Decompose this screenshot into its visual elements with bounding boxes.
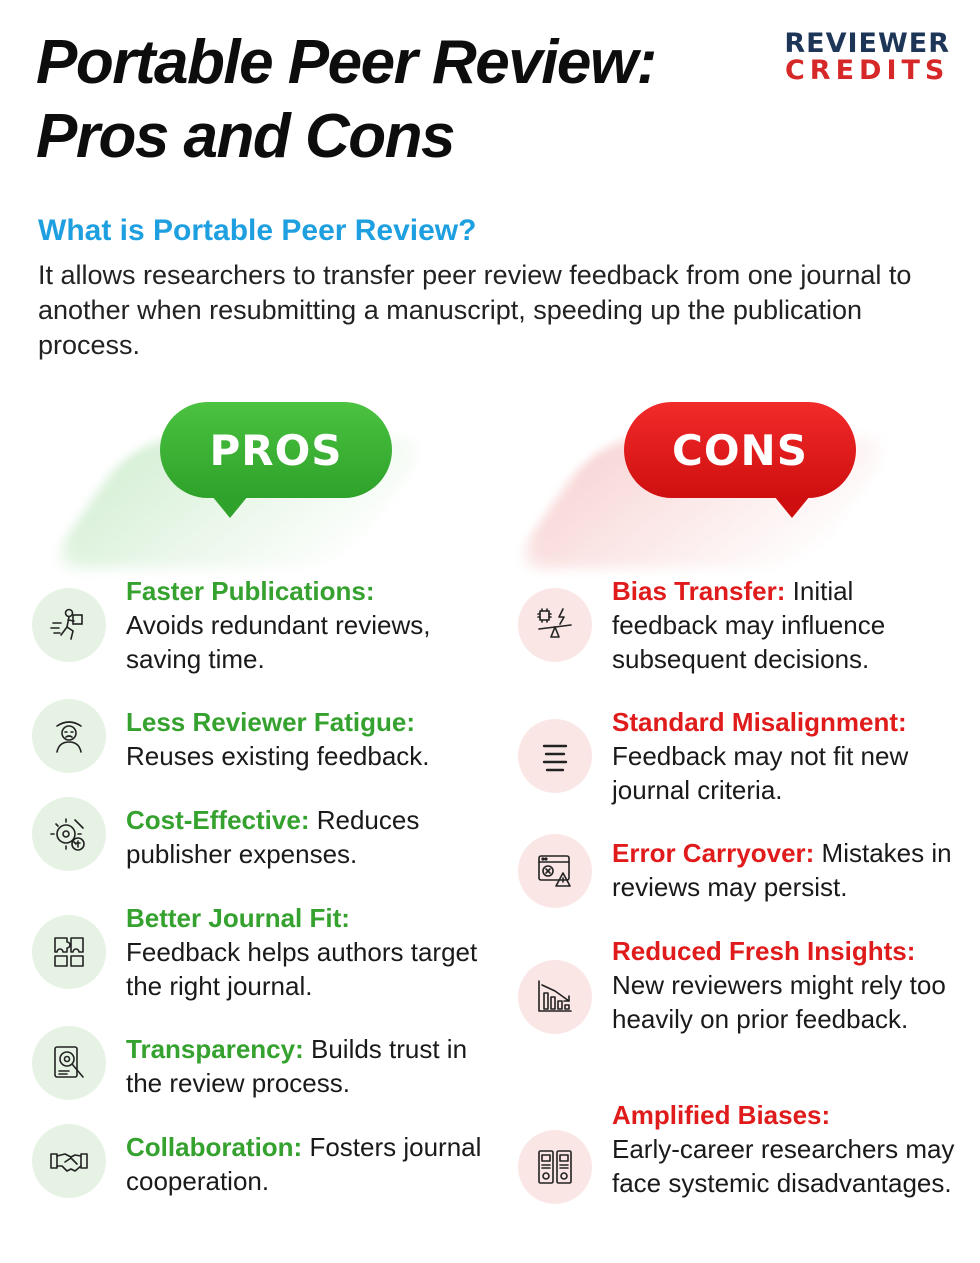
con-text: Feedback may not fit new journal criteria. xyxy=(612,741,909,805)
pro-text: Reuses existing feedback. xyxy=(126,741,430,771)
intro-heading: What is Portable Peer Review? xyxy=(38,214,477,247)
logo-line-2: CREDITS xyxy=(784,55,950,86)
cons-badge xyxy=(614,398,854,568)
pro-text: Feedback helps authors target the right journal. xyxy=(126,937,478,1001)
document-magnifier-icon xyxy=(32,1026,106,1100)
puzzle-icon xyxy=(32,915,106,989)
delivery-runner-icon xyxy=(32,588,106,662)
pro-label: Faster Publications: xyxy=(126,576,375,606)
brand-logo xyxy=(784,30,950,84)
browser-error-icon xyxy=(518,834,592,908)
comparison-icon xyxy=(518,1130,592,1204)
pros-badge xyxy=(150,398,390,568)
pro-label: Transparency: xyxy=(126,1034,304,1064)
cost-gear-icon xyxy=(32,797,106,871)
logo-line-1: REVIEWER xyxy=(784,28,950,59)
pro-text: Avoids redundant reviews, saving time. xyxy=(126,610,431,674)
declining-chart-icon xyxy=(518,960,592,1034)
pro-text: Reduces publisher expenses. xyxy=(126,805,420,869)
con-label: Standard Misalignment: xyxy=(612,707,907,737)
handshake-icon xyxy=(32,1124,106,1198)
pro-text: Builds trust in the review process. xyxy=(126,1034,468,1098)
pro-label: Better Journal Fit: xyxy=(126,903,350,933)
tired-person-icon xyxy=(32,699,106,773)
cons-badge-label: CONS xyxy=(624,402,856,498)
con-text: New reviewers might rely too heavily on prior feedback. xyxy=(612,970,946,1034)
con-text: Early-career researchers may face systemic disadvantages. xyxy=(612,1134,955,1198)
con-text: Initial feedback may influence subsequent decisions. xyxy=(612,576,886,674)
pro-label: Less Reviewer Fatigue: xyxy=(126,707,415,737)
title-line-2: Pros and Cons xyxy=(36,102,455,171)
misaligned-lines-icon xyxy=(518,719,592,793)
pro-label: Cost-Effective: xyxy=(126,805,310,835)
con-label: Bias Transfer: xyxy=(612,576,786,606)
con-label: Error Carryover: xyxy=(612,838,815,868)
unbalanced-scale-icon xyxy=(518,588,592,662)
con-label: Reduced Fresh Insights: xyxy=(612,936,916,966)
pro-text: Fosters journal cooperation. xyxy=(126,1132,482,1196)
con-text: Mistakes in reviews may persist. xyxy=(612,838,952,902)
pro-label: Collaboration: xyxy=(126,1132,303,1162)
intro-body: It allows researchers to transfer peer review feedback from one journal to another when resubmitting a manuscript, speeding up the publication process. xyxy=(38,260,912,360)
con-label: Amplified Biases: xyxy=(612,1100,831,1130)
page-title xyxy=(36,26,656,174)
title-line-1: Portable Peer Review: xyxy=(36,28,656,97)
pros-badge-label: PROS xyxy=(160,402,392,498)
